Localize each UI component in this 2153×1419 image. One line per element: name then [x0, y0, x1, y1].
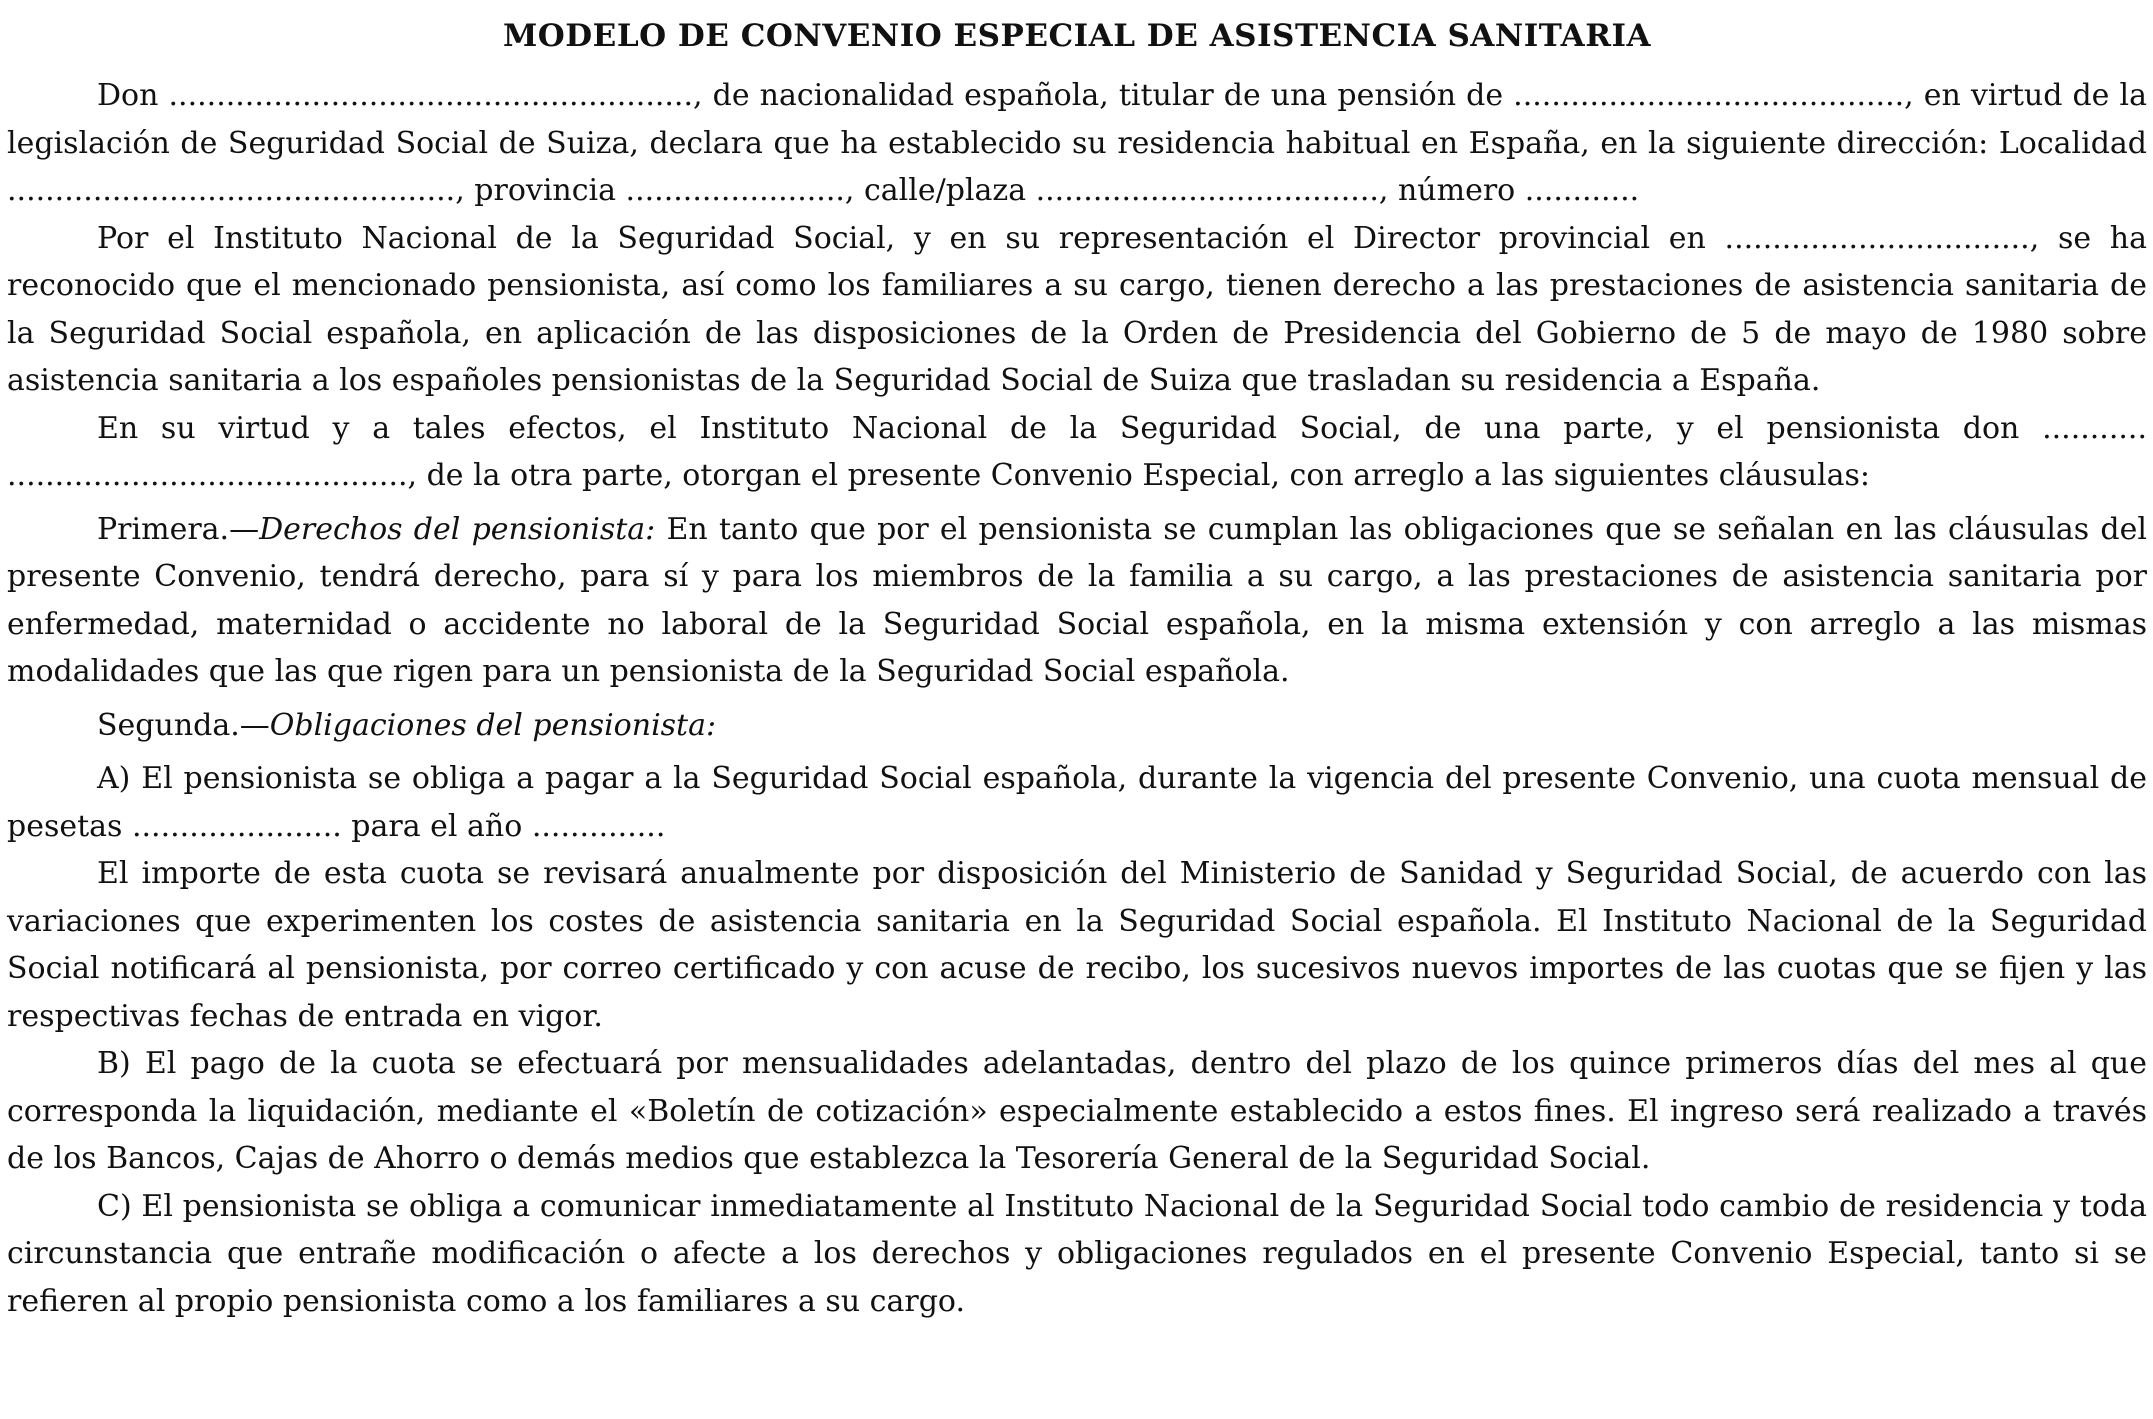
clause-primera-heading: Derechos del pensionista: — [259, 511, 656, 547]
document-page — [7, 12, 2147, 1325]
clause-segunda-lead: Segunda.— — [97, 707, 270, 743]
clause-segunda — [7, 702, 2147, 750]
clause-segunda-c: C) El pensionista se obliga a comunicar inmediatamente al Instituto Nacional de la Seguridad Social todo cambio de residencia y toda circunstancia que entrañe modificación o afecte a los derechos y obligaciones regulados en el presente Convenio Especial, tanto si se refieren al propio pensionista como a los familiares a su cargo. — [7, 1188, 2147, 1319]
clause-segunda-a-revision: El importe de esta cuota se revisará anualmente por disposición del Ministerio de Sanidad y Seguridad Social, de acuerdo con las variaciones que experimenten los costes de asistencia sanitaria en la Seguridad Social española. El Instituto Nacional de la Seguridad Social notificará al pensionista, por correo certificado y con acuse de recibo, los sucesivos nuevos importes de las cuotas que se fijen y las respectivas fechas de entrada en vigor. — [7, 856, 2147, 1034]
paragraph-recognition: Por el Instituto Nacional de la Seguridad Social, y en su representación el Director provincial en ................................, se ha reconocido que el mencionado pensionista, así como los familiares a su cargo, tienen derecho a las prestaciones de asistencia sanitaria de la Seguridad Social española, en aplicación de las disposiciones de la Orden de Presidencia del Gobierno de 5 de mayo de 1980 sobre asistencia sanitaria a los españoles pensionistas de la Seguridad Social de Suiza que trasladan su residencia a España. — [7, 220, 2147, 398]
clause-segunda-heading: Obligaciones del pensionista: — [269, 707, 717, 743]
paragraph-declaration: Don ......................................................., de nacionalidad española, titular de una pensión de ........................................., en virtud de la legislación de Seguridad Social de Suiza, declara que ha establecido su residencia habitual en España, en la siguiente dirección: Localidad ..............................................., provincia ......................., calle/plaza ...................................., número ............ — [7, 78, 2147, 208]
clause-segunda-b: B) El pago de la cuota se efectuará por mensualidades adelantadas, dentro del plazo de los quince primeros días del mes al que corresponda la liquidación, mediante el «Boletín de cotización» especialmente establecido a estos fines. El ingreso será realizado a través de los Bancos, Cajas de Ahorro o demás medios que establezca la Tesorería General de la Seguridad Social. — [7, 1046, 2147, 1176]
clause-primera-lead: Primera.— — [97, 511, 260, 547]
paragraph-agreement: En su virtud y a tales efectos, el Instituto Nacional de la Seguridad Social, de una parte, y el pensionista don ........... .........................................., de la otra parte, otorgan el presente Convenio Especial, con arreglo a las siguientes cláusulas: — [7, 410, 2147, 493]
clause-segunda-a: A) El pensionista se obliga a pagar a la Seguridad Social española, durante la vigencia del presente Convenio, una cuota mensual de pesetas ...................... para el año .............. — [7, 761, 2147, 844]
document-title: MODELO DE CONVENIO ESPECIAL DE ASISTENCIA SANITARIA — [502, 18, 1652, 54]
clause-primera-body: En tanto que por el pensionista se cumplan las obligaciones que se señalan en las cláusulas del presente Convenio, tendrá derecho, para sí y para los miembros de la familia a su cargo, a las prestaciones de asistencia sanitaria por enfermedad, maternidad o accidente no laboral de la Seguridad Social española, en la misma extensión y con arreglo a las mismas modalidades que las que rigen para un pensionista de la Seguridad Social española. — [7, 511, 2147, 689]
clause-primera — [7, 506, 2147, 696]
